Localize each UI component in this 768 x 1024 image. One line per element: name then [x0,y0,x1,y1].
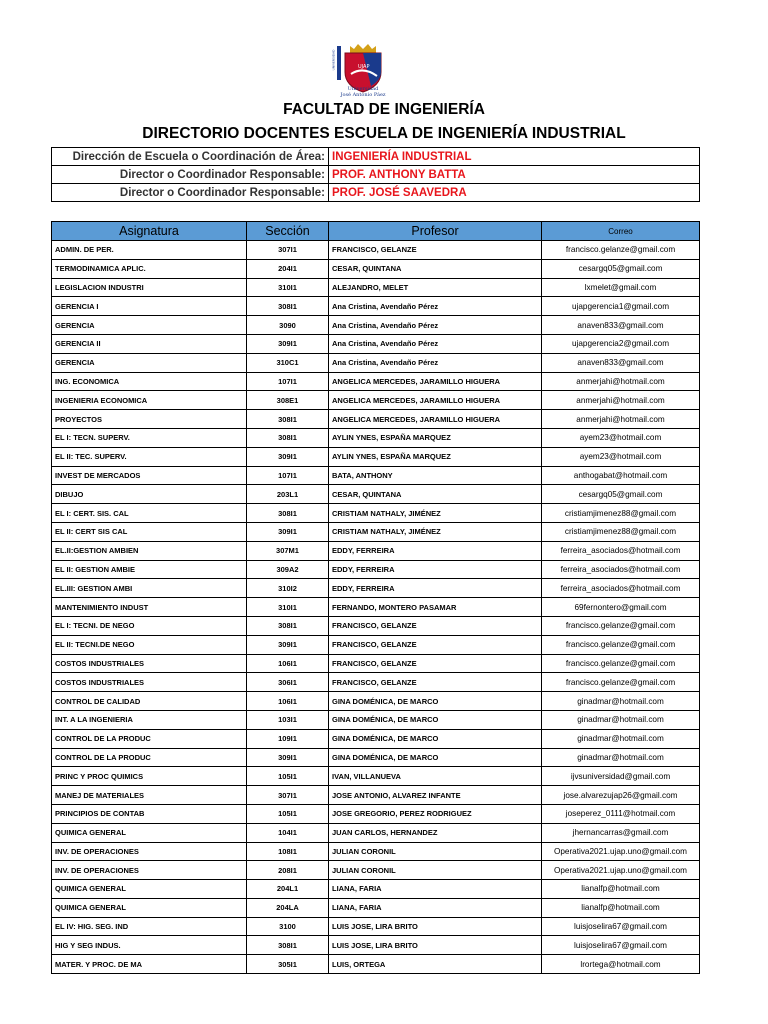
cell-correo[interactable]: ferreira_asociados@hotmail.com [542,560,700,579]
info-value: PROF. ANTHONY BATTA [329,166,700,184]
cell-correo[interactable]: luisjoselira67@gmail.com [542,917,700,936]
cell-profesor: LIANA, FARIA [329,898,542,917]
cell-profesor: BATA, ANTHONY [329,466,542,485]
cell-profesor: JOSE ANTONIO, ALVAREZ INFANTE [329,786,542,805]
table-row [52,673,700,692]
cell-correo[interactable]: Operativa2021.ujap.uno@gmail.com [542,842,700,861]
cell-profesor: LUIS, ORTEGA [329,955,542,974]
cell-seccion: 105I1 [247,767,329,786]
cell-asignatura: QUIMICA GENERAL [52,898,247,917]
cell-seccion: 104I1 [247,823,329,842]
cell-profesor: JULIAN CORONIL [329,861,542,880]
cell-profesor: ALEJANDRO, MELET [329,278,542,297]
cell-seccion: 307M1 [247,541,329,560]
directory-table [51,221,700,974]
logo-side-text: UNIVERSIDAD [331,49,336,71]
cell-correo[interactable]: francisco.gelanze@gmail.com [542,635,700,654]
cell-asignatura: INT. A LA INGENIERIA [52,710,247,729]
info-value: INGENIERÍA INDUSTRIAL [329,148,700,166]
cell-asignatura: INV. DE OPERACIONES [52,861,247,880]
cell-profesor: IVAN, VILLANUEVA [329,767,542,786]
cell-asignatura: GERENCIA [52,316,247,335]
cell-seccion: 307I1 [247,241,329,260]
cell-correo[interactable]: anaven833@gmail.com [542,316,700,335]
cell-seccion: 305I1 [247,955,329,974]
cell-asignatura: MATER. Y PROC. DE MA [52,955,247,974]
cell-profesor: JOSE GREGORIO, PEREZ RODRIGUEZ [329,804,542,823]
cell-asignatura: QUIMICA GENERAL [52,823,247,842]
table-row [52,917,700,936]
cell-seccion: 204I1 [247,259,329,278]
cell-asignatura: MANEJ DE MATERIALES [52,786,247,805]
cell-seccion: 103I1 [247,710,329,729]
cell-asignatura: EL II: CERT SIS CAL [52,522,247,541]
cell-correo[interactable]: francisco.gelanze@gmail.com [542,654,700,673]
cell-profesor: Ana Cristina, Avendaño Pérez [329,353,542,372]
cell-asignatura: TERMODINAMICA APLIC. [52,259,247,278]
table-row [52,504,700,523]
cell-correo[interactable]: cesargq05@gmail.com [542,485,700,504]
cell-correo[interactable]: ferreira_asociados@hotmail.com [542,579,700,598]
cell-asignatura: PRINC Y PROC QUIMICS [52,767,247,786]
cell-asignatura: MANTENIMIENTO INDUST [52,598,247,617]
cell-profesor: EDDY, FERREIRA [329,560,542,579]
cell-asignatura: EL II: GESTION AMBIE [52,560,247,579]
table-row [52,804,700,823]
info-label: Dirección de Escuela o Coordinación de Área: [52,148,329,166]
cell-asignatura: QUIMICA GENERAL [52,880,247,899]
cell-correo[interactable]: lxmelet@gmail.com [542,278,700,297]
cell-seccion: 3090 [247,316,329,335]
cell-asignatura: COSTOS INDUSTRIALES [52,654,247,673]
cell-profesor: ANGELICA MERCEDES, JARAMILLO HIGUERA [329,410,542,429]
cell-asignatura: COSTOS INDUSTRIALES [52,673,247,692]
cell-profesor: FERNANDO, MONTERO PASAMAR [329,598,542,617]
cell-seccion: 105I1 [247,804,329,823]
cell-correo[interactable]: francisco.gelanze@gmail.com [542,673,700,692]
cell-seccion: 310I1 [247,598,329,617]
cell-correo[interactable]: lianalfp@hotmail.com [542,880,700,899]
cell-seccion: 107I1 [247,372,329,391]
table-row [52,692,700,711]
cell-seccion: 308E1 [247,391,329,410]
cell-correo[interactable]: francisco.gelanze@gmail.com [542,241,700,260]
cell-profesor: FRANCISCO, GELANZE [329,616,542,635]
info-value: PROF. JOSÉ SAAVEDRA [329,184,700,202]
cell-asignatura: HIG Y SEG INDUS. [52,936,247,955]
cell-profesor: JUAN CARLOS, HERNANDEZ [329,823,542,842]
header-correo: Correo [542,222,700,241]
cell-asignatura: ING. ECONOMICA [52,372,247,391]
table-row [52,541,700,560]
cell-asignatura: CONTROL DE CALIDAD [52,692,247,711]
svg-text:UJAP: UJAP [358,64,370,70]
cell-asignatura: EL II: TECNI.DE NEGO [52,635,247,654]
table-row [52,898,700,917]
cell-asignatura: ADMIN. DE PER. [52,241,247,260]
table-row [52,579,700,598]
cell-correo[interactable]: ujapgerencia1@gmail.com [542,297,700,316]
table-header-row [52,222,700,241]
info-row [52,166,700,184]
cell-seccion: 310C1 [247,353,329,372]
cell-asignatura: GERENCIA I [52,297,247,316]
cell-asignatura: EL II: TEC. SUPERV. [52,447,247,466]
cell-asignatura: DIBUJO [52,485,247,504]
cell-asignatura: CONTROL DE LA PRODUC [52,748,247,767]
cell-correo[interactable]: ujapgerencia2@gmail.com [542,334,700,353]
table-row [52,635,700,654]
cell-correo[interactable]: 69fernontero@gmail.com [542,598,700,617]
cell-correo[interactable]: ijvsuniversidad@gmail.com [542,767,700,786]
cell-correo[interactable]: luisjoselira67@gmail.com [542,936,700,955]
cell-asignatura: CONTROL DE LA PRODUC [52,729,247,748]
cell-correo[interactable]: lrortega@hotmail.com [542,955,700,974]
cell-asignatura: PRINCIPIOS DE CONTAB [52,804,247,823]
cell-profesor: AYLIN YNES, ESPAÑA MARQUEZ [329,447,542,466]
cell-seccion: 308I1 [247,616,329,635]
cell-seccion: 106I1 [247,692,329,711]
cell-profesor: GINA DOMÉNICA, DE MARCO [329,748,542,767]
cell-seccion: 309A2 [247,560,329,579]
cell-correo[interactable]: cesargq05@gmail.com [542,259,700,278]
table-row [52,372,700,391]
table-row [52,654,700,673]
cell-profesor: EDDY, FERREIRA [329,541,542,560]
header-profesor: Profesor [329,222,542,241]
cell-correo[interactable]: ginadmar@hotmail.com [542,729,700,748]
cell-correo[interactable]: jhernancarras@gmail.com [542,823,700,842]
table-row [52,955,700,974]
cell-seccion: 108I1 [247,842,329,861]
cell-seccion: 309I1 [247,522,329,541]
cell-seccion: 309I1 [247,748,329,767]
cell-seccion: 204LA [247,898,329,917]
table-row [52,767,700,786]
info-row [52,148,700,166]
cell-seccion: 106I1 [247,654,329,673]
table-row [52,428,700,447]
cell-profesor: LUIS JOSE, LIRA BRITO [329,917,542,936]
cell-profesor: CESAR, QUINTANA [329,259,542,278]
info-table [51,147,700,202]
cell-seccion: 308I1 [247,936,329,955]
cell-seccion: 3100 [247,917,329,936]
cell-correo[interactable]: ayem23@hotmail.com [542,447,700,466]
cell-correo[interactable]: ayem23@hotmail.com [542,428,700,447]
table-row [52,259,700,278]
table-row [52,729,700,748]
cell-asignatura: EL I: CERT. SIS. CAL [52,504,247,523]
cell-correo[interactable]: ferreira_asociados@hotmail.com [542,541,700,560]
table-row [52,616,700,635]
table-row [52,297,700,316]
cell-seccion: 204L1 [247,880,329,899]
table-row [52,241,700,260]
table-row [52,842,700,861]
table-row [52,710,700,729]
cell-profesor: Ana Cristina, Avendaño Pérez [329,316,542,335]
table-row [52,410,700,429]
cell-profesor: Ana Cristina, Avendaño Pérez [329,297,542,316]
header-asignatura: Asignatura [52,222,247,241]
cell-seccion: 309I1 [247,447,329,466]
info-row [52,184,700,202]
info-label: Director o Coordinador Responsable: [52,166,329,184]
page-title: FACULTAD DE INGENIERÍA [283,101,485,118]
cell-profesor: CESAR, QUINTANA [329,485,542,504]
cell-asignatura: EL.II:GESTION AMBIEN [52,541,247,560]
cell-asignatura: EL IV: HIG. SEG. IND [52,917,247,936]
table-row [52,485,700,504]
cell-seccion: 308I1 [247,504,329,523]
cell-correo[interactable]: anmerjahi@hotmail.com [542,372,700,391]
table-row [52,316,700,335]
cell-asignatura: PROYECTOS [52,410,247,429]
cell-profesor: GINA DOMÉNICA, DE MARCO [329,692,542,711]
cell-asignatura: INV. DE OPERACIONES [52,842,247,861]
cell-seccion: 310I1 [247,278,329,297]
table-row [52,278,700,297]
table-row [52,598,700,617]
cell-seccion: 309I1 [247,334,329,353]
cell-correo[interactable]: francisco.gelanze@gmail.com [542,616,700,635]
logo-caption-line2: José Antonio Páez [340,92,386,98]
cell-profesor: GINA DOMÉNICA, DE MARCO [329,710,542,729]
cell-correo[interactable]: anmerjahi@hotmail.com [542,391,700,410]
info-label: Director o Coordinador Responsable: [52,184,329,202]
cell-asignatura: GERENCIA [52,353,247,372]
cell-profesor: CRISTIAM NATHALY, JIMÉNEZ [329,522,542,541]
cell-asignatura: LEGISLACION INDUSTRI [52,278,247,297]
table-row [52,522,700,541]
cell-profesor: FRANCISCO, GELANZE [329,241,542,260]
cell-correo[interactable]: cristiamjimenez88@gmail.com [542,504,700,523]
table-row [52,786,700,805]
cell-seccion: 203L1 [247,485,329,504]
table-row [52,823,700,842]
cell-correo[interactable]: ginadmar@hotmail.com [542,692,700,711]
cell-asignatura: GERENCIA II [52,334,247,353]
cell-correo[interactable]: Operativa2021.ujap.uno@gmail.com [542,861,700,880]
cell-profesor: LUIS JOSE, LIRA BRITO [329,936,542,955]
cell-correo[interactable]: ginadmar@hotmail.com [542,710,700,729]
cell-asignatura: EL I: TECNI. DE NEGO [52,616,247,635]
table-row [52,334,700,353]
cell-profesor: GINA DOMÉNICA, DE MARCO [329,729,542,748]
cell-profesor: EDDY, FERREIRA [329,579,542,598]
cell-correo[interactable]: jose.alvarezujap26@gmail.com [542,786,700,805]
cell-profesor: ANGELICA MERCEDES, JARAMILLO HIGUERA [329,372,542,391]
cell-seccion: 307I1 [247,786,329,805]
cell-seccion: 308I1 [247,410,329,429]
cell-seccion: 109I1 [247,729,329,748]
cell-profesor: Ana Cristina, Avendaño Pérez [329,334,542,353]
table-row [52,936,700,955]
header-seccion: Sección [247,222,329,241]
table-row [52,861,700,880]
page-subtitle: DIRECTORIO DOCENTES ESCUELA DE INGENIERÍA INDUSTRIAL [142,125,626,142]
table-row [52,447,700,466]
cell-seccion: 308I1 [247,297,329,316]
cell-profesor: FRANCISCO, GELANZE [329,673,542,692]
cell-profesor: FRANCISCO, GELANZE [329,635,542,654]
cell-profesor: FRANCISCO, GELANZE [329,654,542,673]
cell-seccion: 310I2 [247,579,329,598]
cell-asignatura: INVEST DE MERCADOS [52,466,247,485]
cell-seccion: 107I1 [247,466,329,485]
cell-seccion: 208I1 [247,861,329,880]
table-row [52,391,700,410]
cell-correo[interactable]: lianalfp@hotmail.com [542,898,700,917]
logo-caption-line1: Universidad [347,86,379,92]
cell-correo[interactable]: anmerjahi@hotmail.com [542,410,700,429]
cell-correo[interactable]: anaven833@gmail.com [542,353,700,372]
table-row [52,560,700,579]
cell-profesor: AYLIN YNES, ESPAÑA MARQUEZ [329,428,542,447]
cell-seccion: 308I1 [247,428,329,447]
cell-correo[interactable]: anthogabat@hotmail.com [542,466,700,485]
table-row [52,466,700,485]
university-logo [331,40,395,102]
cell-seccion: 306I1 [247,673,329,692]
table-row [52,748,700,767]
cell-profesor: CRISTIAM NATHALY, JIMÉNEZ [329,504,542,523]
cell-asignatura: EL I: TECN. SUPERV. [52,428,247,447]
cell-correo[interactable]: ginadmar@hotmail.com [542,748,700,767]
cell-asignatura: EL.III: GESTION AMBI [52,579,247,598]
table-row [52,353,700,372]
cell-correo[interactable]: cristiamjimenez88@gmail.com [542,522,700,541]
cell-correo[interactable]: joseperez_0111@hotmail.com [542,804,700,823]
table-row [52,880,700,899]
cell-profesor: LIANA, FARIA [329,880,542,899]
cell-seccion: 309I1 [247,635,329,654]
cell-profesor: ANGELICA MERCEDES, JARAMILLO HIGUERA [329,391,542,410]
cell-profesor: JULIAN CORONIL [329,842,542,861]
cell-asignatura: INGENIERIA ECONOMICA [52,391,247,410]
